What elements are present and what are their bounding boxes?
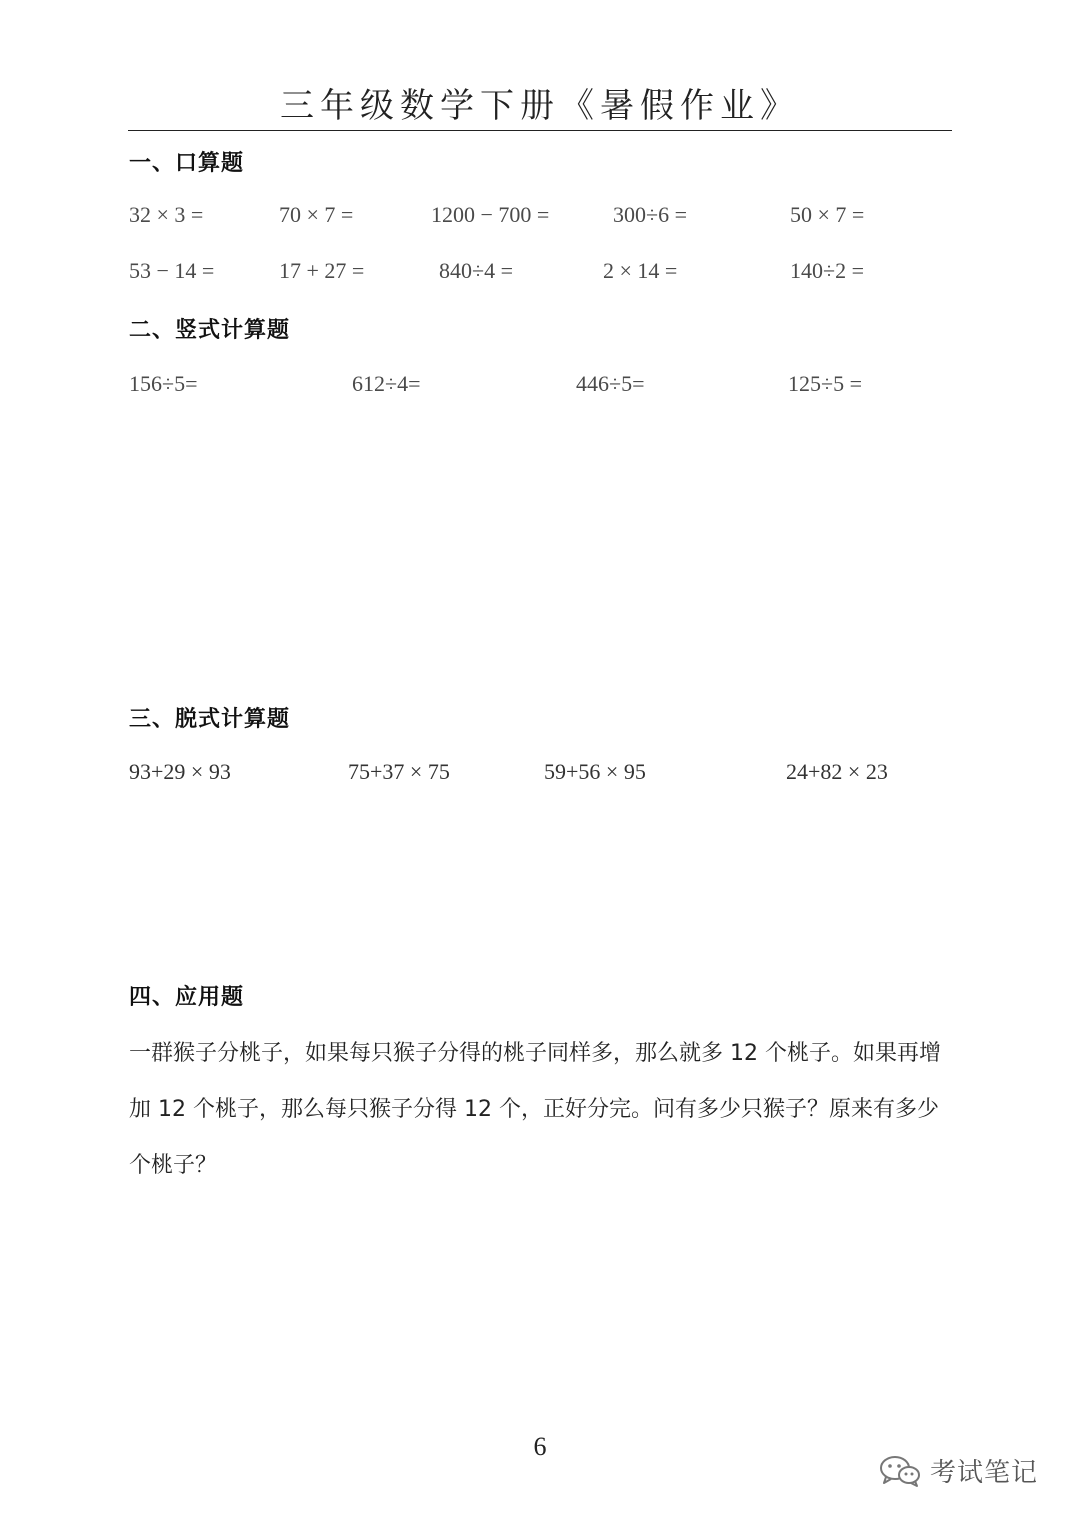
section-heading-vertical: 二、竖式计算题 — [129, 318, 291, 343]
page-number: 6 — [533, 1432, 547, 1461]
vertical-problem: 612÷4= — [352, 371, 421, 396]
vertical-problem: 156÷5= — [129, 371, 198, 396]
stepwise-problem: 93+29 × 93 — [129, 759, 231, 784]
page-title: 三年级数学下册《暑假作业》 — [280, 86, 800, 126]
word-problem-text: 一群猴子分桃子，如果每只猴子分得的桃子同样多，那么就多 12 个桃子。如果再增加 12 个桃子，那么每只猴子分得 12 个，正好分完。问有多少只猴子？原来有多少个桃子？ — [129, 1041, 941, 1178]
vertical-problem: 125÷5 = — [788, 371, 862, 396]
vertical-problem: 446÷5= — [576, 371, 645, 396]
watermark — [878, 1452, 1038, 1489]
oral-problem: 53 − 14 = — [129, 258, 215, 283]
section-heading-oral: 一、口算题 — [129, 151, 245, 176]
oral-problem: 2 × 14 = — [603, 258, 678, 283]
oral-problem: 50 × 7 = — [790, 202, 865, 227]
oral-problem: 32 × 3 = — [129, 202, 204, 227]
oral-problem: 1200 − 700 = — [431, 202, 550, 227]
section-heading-application: 四、应用题 — [129, 985, 245, 1010]
watermark-text: 考试笔记 — [930, 1458, 1039, 1488]
oral-problem: 17 + 27 = — [279, 258, 365, 283]
oral-problem: 70 × 7 = — [279, 202, 354, 227]
wechat-icon — [878, 1453, 922, 1489]
title-divider — [128, 130, 952, 131]
stepwise-problem: 24+82 × 23 — [786, 759, 888, 784]
section-heading-stepwise: 三、脱式计算题 — [129, 707, 291, 732]
stepwise-problem: 75+37 × 75 — [348, 759, 450, 784]
oral-problem: 840÷4 = — [439, 258, 513, 283]
stepwise-problem: 59+56 × 95 — [544, 759, 646, 784]
oral-problem: 140÷2 = — [790, 258, 864, 283]
oral-problem: 300÷6 = — [613, 202, 687, 227]
